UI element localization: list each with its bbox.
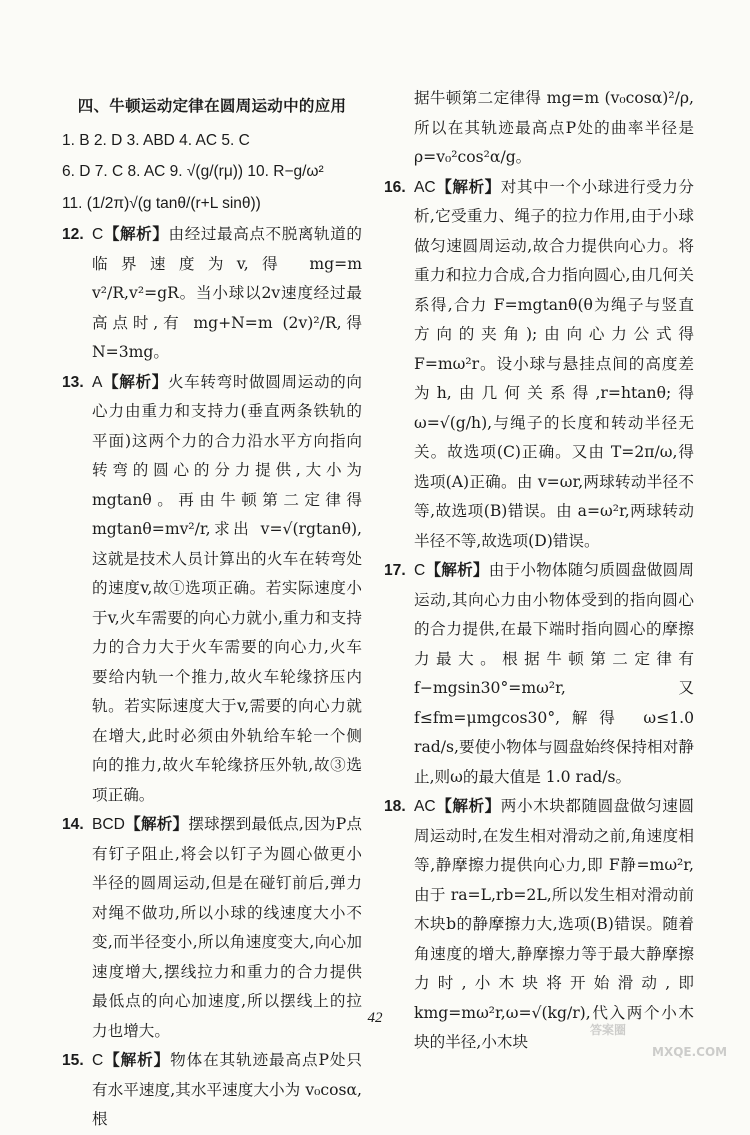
solution-12 [62,220,362,368]
watermark-text: 答案圈 [590,1023,627,1037]
answer-row-1: 1. B 2. D 3. ABD 4. AC 5. C [62,131,250,149]
watermark-logo [582,1000,732,1060]
answer-row-3: 11. (1/2π)√(g tanθ/(r+L sinθ)) [62,194,261,212]
page-number: 42 [367,1010,383,1026]
item-choice: AC [414,798,436,815]
analysis-tag: 【解析】 [102,372,168,391]
analysis-tag: 【解析】 [425,561,489,579]
item-number: 12. [62,226,84,243]
analysis-tag: 【解析】 [435,797,501,815]
item-choice: BCD [92,816,125,833]
section-title: 四、牛顿运动定律在圆周运动中的应用 [77,97,347,115]
solution-16 [384,173,694,557]
analysis-tag: 【解析】 [103,225,169,243]
right-column [384,84,694,1058]
item-text: 对其中一个小球进行受力分析,它受重力、绳子的拉力作用,由于小球做匀速圆周运动,故合力提供向心力。将重力和拉力合成,合力指向圆心,由几何关系得,合力 F=mgtanθ(θ为绳子与竖直方向的夹角);由向心力公式得 F=mω²r。设小球与悬挂点间的高度差为h,由几何关系得,r=htanθ;得 ω=√(g/h),与绳子的长度和转动半径无关。故选项(C)正确。又由 T=2π/ω,得选项(A)正确。由 v=ωr,两球转动半径不等,故选项(B)错误。由 a=ω²r,两球转动半径不等,故选项(D)错误。 [414,177,694,550]
solution-17 [384,556,694,792]
analysis-tag: 【解析】 [103,1051,171,1069]
item-text: 物体在其轨迹最高点P处只有水平速度,其水平速度大小为 v₀cosα,根 [92,1051,362,1128]
item-number: 15. [62,1052,84,1069]
item-text: 由经过最高点不脱离轨道的临界速度为v,得 mg=m v²/R,v²=gR。当小球以2v速度经过最高点时,有 mg+N=m (2v)²/R,得 N=3mg。 [92,225,362,361]
item-choice: C [92,226,104,243]
item-number: 13. [62,373,84,391]
item-number: 17. [384,562,406,579]
item-choice: AC [414,178,436,196]
item-choice: A [92,373,103,391]
item-number: 18. [384,798,406,815]
item-text: 两小木块都随圆盘做匀速圆周运动时,在发生相对滑动之前,角速度相等,静摩擦力提供向心力,即 F静=mω²r,由于 ra=L,rb=2L,所以发生相对滑动前木块b的静摩擦力大,选项(B)错误。随着角速度的增大,静摩擦力等于最大静摩擦力时,小木块将开始滑动,即 kmg=mω²r,ω=√(kg/r),代入两个小木块的半径,小木块 [414,797,694,1051]
item-choice: C [414,562,426,579]
analysis-tag: 【解析】 [124,815,189,833]
item-text: 由于小物体随匀质圆盘做圆周运动,其向心力由小物体受到的指向圆心的合力提供,在最下端时指向圆心的摩擦力最大。根据牛顿第二定律有 f−mgsin30°=mω²r,又 f≤fm=μmgcos30°,解得 ω≤1.0 rad/s,要使小物体与圆盘始终保持相对静止,则ω的最大值是 1.0 rad/s。 [414,561,694,786]
watermark-site: MXQE.COM [652,1045,728,1059]
solution-15 [62,1046,362,1135]
left-column [62,86,362,1135]
item-text: 摆球摆到最低点,因为P点有钉子阻止,将会以钉子为圆心做更小半径的圆周运动,但是在碰钉前后,弹力对绳不做功,所以小球的线速度大小不变,而半径变小,所以角速度变大,向心加速度增大,摆线拉力和重力的合力提供最低点的向心加速度,所以摆线上的拉力也增大。 [92,815,362,1040]
item-number: 14. [62,816,84,833]
solution-13 [62,368,362,811]
item-number: 16. [384,178,406,196]
answer-row-2: 6. D 7. C 8. AC 9. √(g/(rμ)) 10. R−g/ω² [62,163,324,180]
solution-15-continued: 据牛顿第二定律得 mg=m (v₀cosα)²/ρ,所以在其轨迹最高点P处的曲率半径是 ρ=v₀²cos²α/g。 [414,89,694,166]
item-text: 火车转弯时做圆周运动的向心力由重力和支持力(垂直两条铁轨的平面)这两个力的合力沿水平方向指向转弯的圆心的分力提供,大小为mgtanθ。再由牛顿第二定律得 mgtanθ=mv²/r,求出 v=√(rgtanθ),这就是技术人员计算出的火车在转弯处的速度v,故①选项正确。若实际速度小于v,火车需要的向心力就小,重力和支持力的合力大于火车需要的向心力,火车要给内轨一个推力,故火车轮缘挤压内轨。若实际速度大于v,需要的向心力就在增大,此时必须由外轨给车轮一个侧向的推力,故火车轮缘挤压外轨,故③选项正确。 [92,372,362,804]
analysis-tag: 【解析】 [435,177,501,196]
item-choice: C [92,1052,104,1069]
